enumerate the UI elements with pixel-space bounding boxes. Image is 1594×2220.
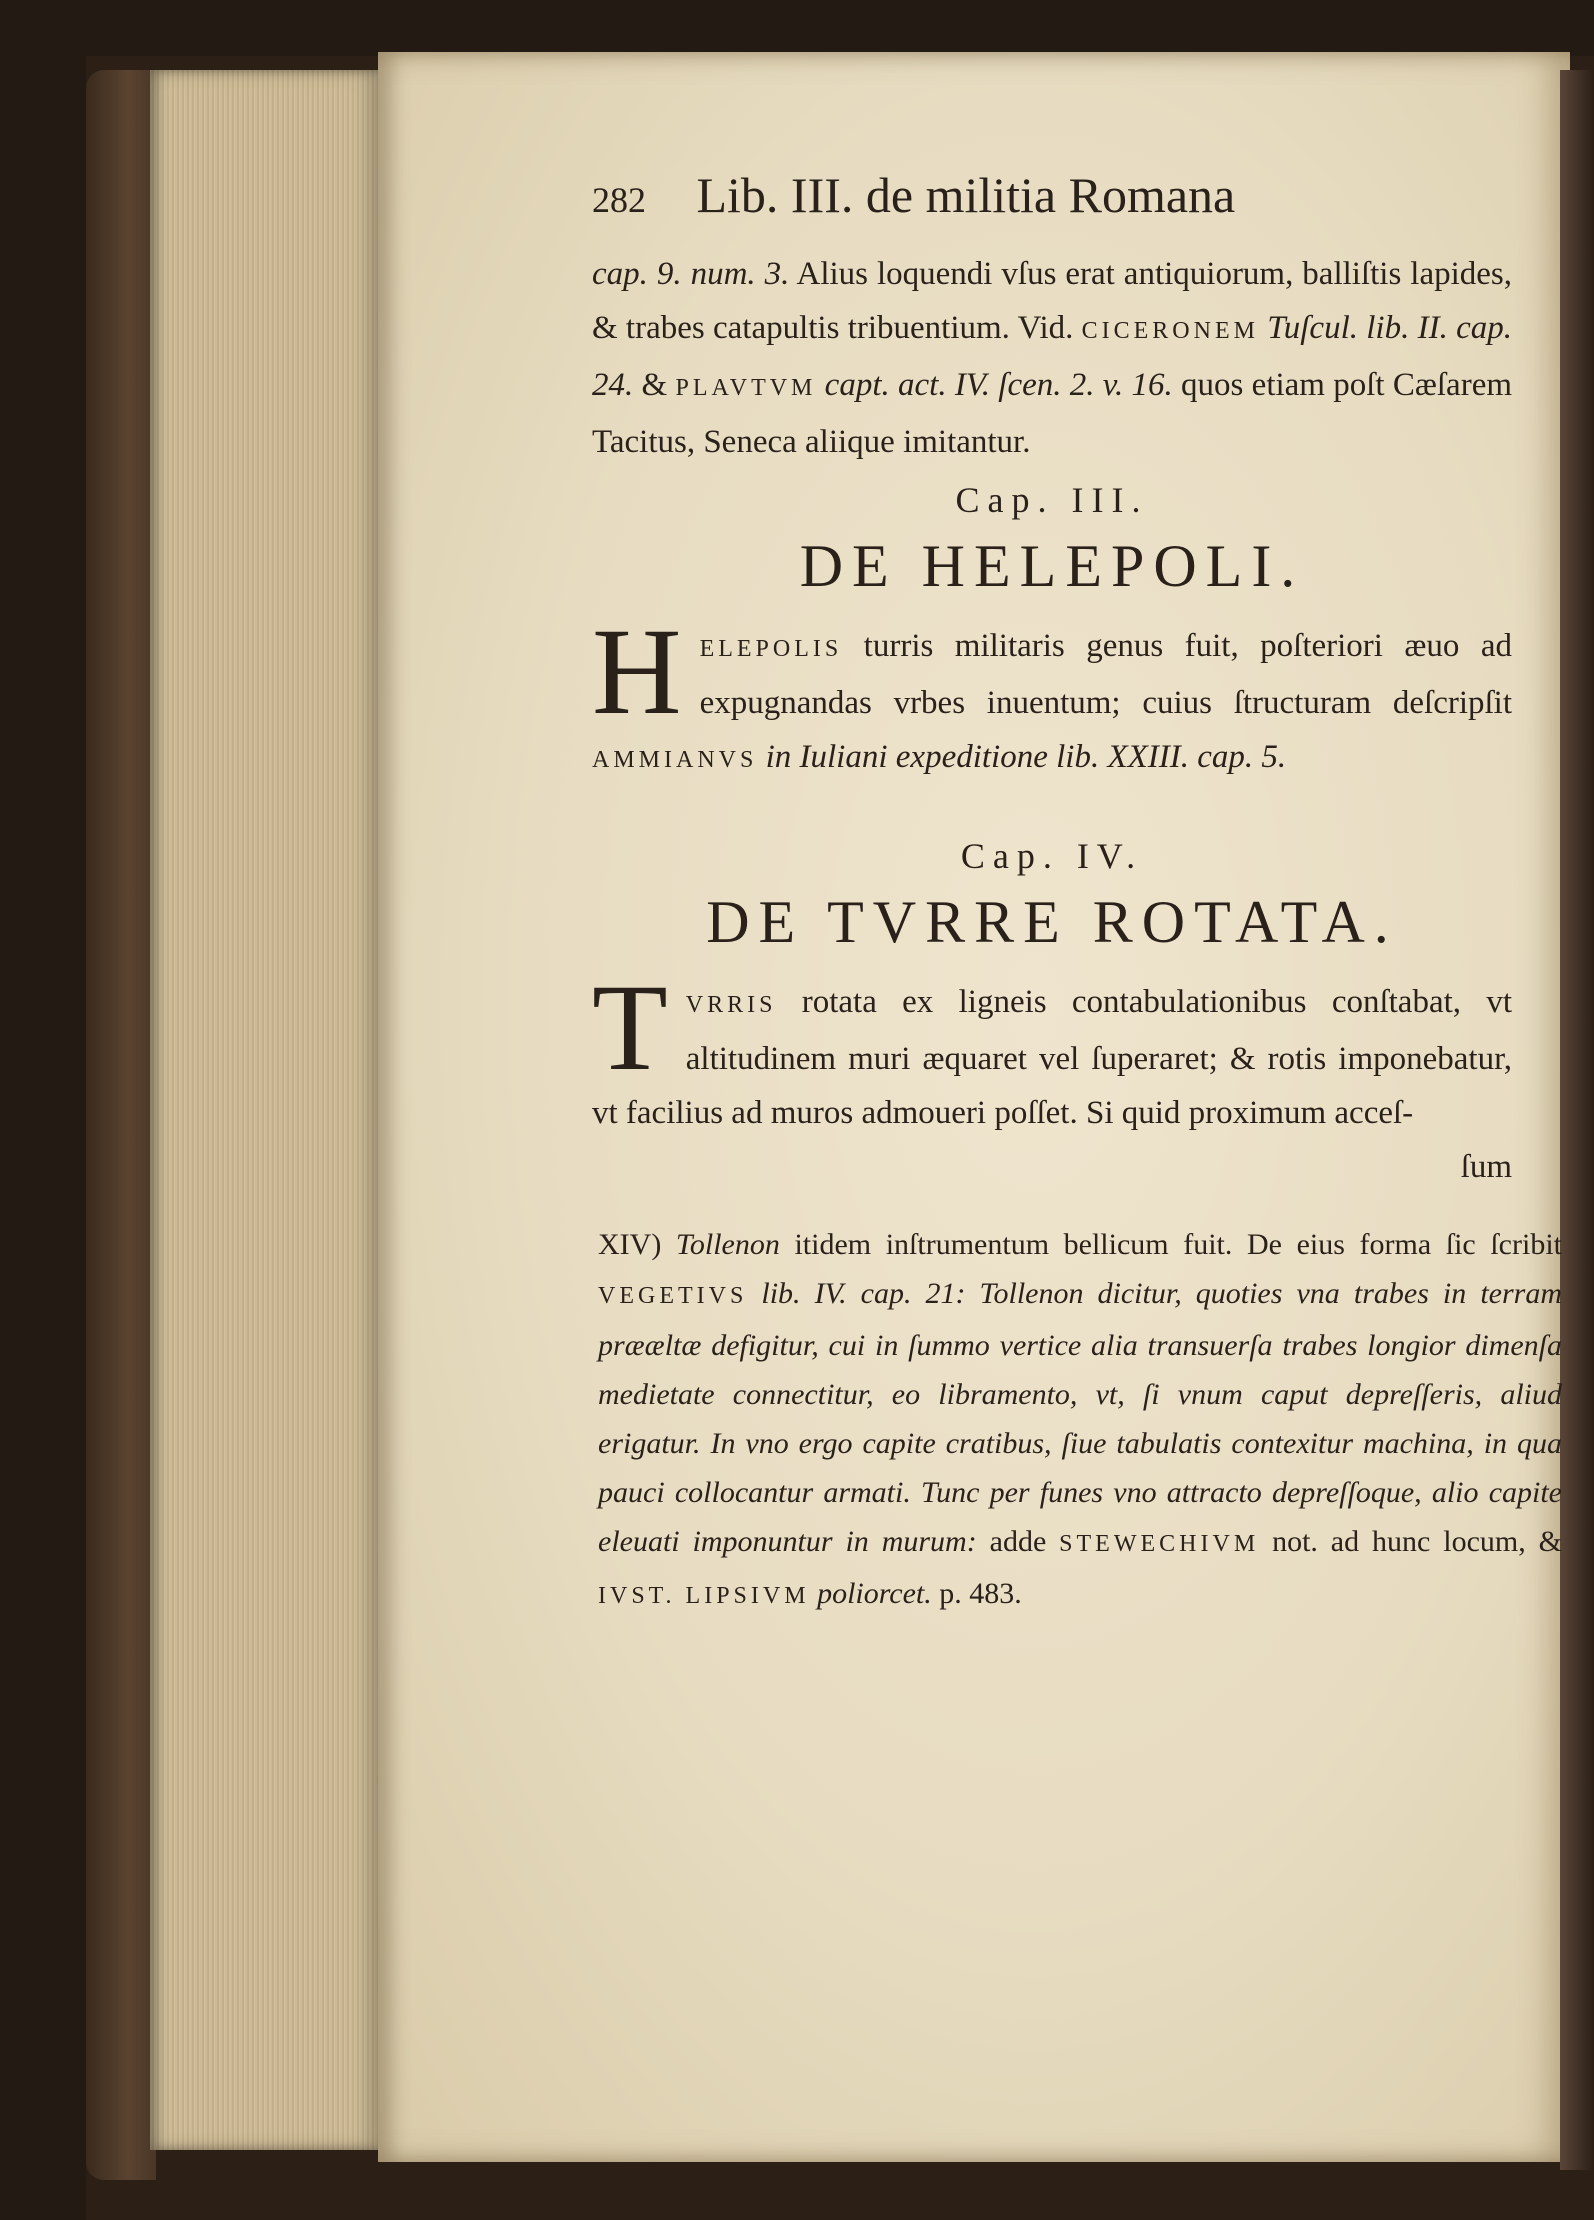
drop-cap: H <box>592 603 682 740</box>
text-run: Alius loquendi vſus erat antiquiorum, balliſtis lapides, & trabes catapultis tribuentium. Vid. <box>592 256 1512 346</box>
text-run: XIV) <box>598 1228 676 1261</box>
text-run: turris militaris genus fuit, poſteriori æuo ad expugnandas vrbes inuentum; cuius ſtructuram deſcripſit <box>699 628 1512 721</box>
facing-page-edge <box>1560 70 1594 2170</box>
chapter-3-first-word: ELEPOLIS <box>699 636 843 662</box>
top-paragraph <box>592 247 1512 469</box>
text-run: PLAVTVM <box>675 375 817 401</box>
text-run: Tollenon <box>675 1228 780 1261</box>
text-run: IVST. LIPSIVM <box>598 1583 810 1609</box>
text-run: p. 483. <box>931 1577 1022 1610</box>
text-run: AMMIANVS <box>592 747 758 773</box>
chapter-4-paragraph <box>592 959 1512 1140</box>
catchword: ſum <box>1460 1149 1512 1185</box>
drop-cap: T <box>592 959 668 1096</box>
page-number: 282 <box>592 180 646 220</box>
text-run: CICERONEM <box>1081 318 1259 344</box>
page-text <box>592 160 1562 1621</box>
text-run: quos etiam poſt Cæſarem Tacitus, Seneca aliique imitantur. <box>592 367 1513 460</box>
running-header <box>592 160 1512 235</box>
text-run: rotata ex ligneis contabulationibus conſtabat, vt altitudinem muri æquaret vel ſuperaret; & rotis imponebatur, vt facilius ad muros admoueri poſſet. Si quid proximum acceſ- <box>592 984 1512 1131</box>
chapter-3-label: Cap. III. <box>955 480 1149 520</box>
chapter-3-paragraph <box>592 603 1512 787</box>
text-run: in Iuliani expeditione lib. XXIII. cap. 5. <box>757 739 1287 775</box>
book-cover-edge <box>86 70 156 2180</box>
text-run: poliorcet. <box>809 1577 932 1610</box>
text-run: VEGETIVS <box>598 1283 748 1309</box>
chapter-4-label: Cap. IV. <box>960 836 1144 876</box>
text-run: & <box>633 367 676 403</box>
text-run: Tuſcul. lib. II. cap. 24. <box>592 310 1512 403</box>
running-title: Lib. III. de militia Romana <box>696 167 1236 223</box>
text-run: cap. 9. num. 3. <box>592 256 790 292</box>
text-run: adde <box>976 1525 1060 1558</box>
text-run: itidem inſtrumentum bellicum fuit. De eius forma ſic ſcribit <box>779 1228 1562 1261</box>
text-run: lib. IV. cap. 21: Tollenon dicitur, quoties vna trabes in terram prææltæ defigitur, cui in ſummo vertice alia transuerſa trabes longior dimenſa medietate connectitur, eo libramento, vt, ſi vnum caput depreſſeris, aliud erigatur. In vno ergo capite cratibus, ſiue tabulatis contexitur machina, in qua pauci collocantur armati. Tunc per funes vno attracto depreſſoque, alio capite eleuati imponuntur in murum: <box>598 1277 1562 1558</box>
page-stack-edge <box>150 70 380 2150</box>
chapter-4-title: DE TVRRE ROTATA. <box>706 889 1398 955</box>
text-run: not. ad hunc locum, & <box>1259 1525 1562 1558</box>
text-run: capt. act. IV. ſcen. 2. v. 16. <box>816 367 1173 403</box>
text-run: STEWECHIVM <box>1059 1531 1260 1557</box>
chapter-4-first-word: VRRIS <box>685 992 777 1018</box>
footnote <box>548 1220 1562 1621</box>
chapter-3-title: DE HELEPOLI. <box>799 533 1305 599</box>
